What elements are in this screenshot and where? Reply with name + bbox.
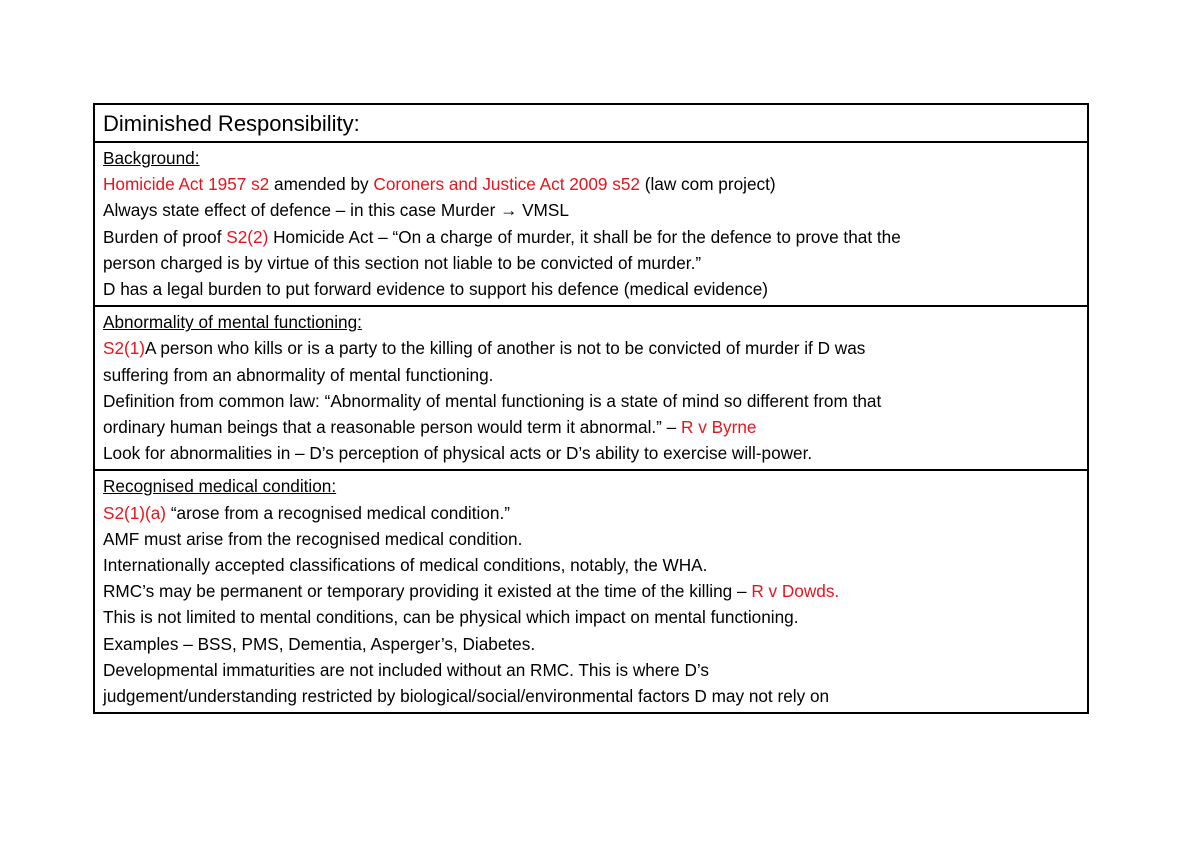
- citation-homicide-act: Homicide Act 1957 s2: [103, 174, 270, 195]
- medical-line-2: AMF must arise from the recognised medical condition.: [103, 528, 523, 549]
- medical-section: [94, 470, 1088, 713]
- background-line-5: D has a legal burden to put forward evidence to support his defence (medical evidence): [103, 279, 768, 300]
- medical-line-1: S2(1)(a) “arose from a recognised medical condition.”: [103, 502, 510, 523]
- case-r-v-byrne: R v Byrne: [681, 417, 757, 438]
- medical-line-8: judgement/understanding restricted by biological/social/environmental factors D may not rely on: [103, 686, 830, 707]
- medical-line-3: Internationally accepted classifications of medical conditions, notably, the WHA.: [103, 555, 708, 576]
- medical-line-5: This is not limited to mental conditions, can be physical which impact on mental functioning.: [103, 607, 799, 628]
- abnormality-heading: Abnormality of mental functioning:: [103, 312, 362, 333]
- medical-heading: Recognised medical condition:: [103, 476, 337, 497]
- background-line-1: Homicide Act 1957 s2 amended by Coroners and Justice Act 2009 s52 (law com project): [103, 174, 776, 195]
- background-line-3: Burden of proof S2(2) Homicide Act – “On a charge of murder, it shall be for the defence to prove that the: [103, 226, 901, 247]
- document-title: Diminished Responsibility:: [103, 111, 360, 136]
- background-line-4: person charged is by virtue of this section not liable to be convicted of murder.”: [103, 252, 702, 273]
- background-heading: Background:: [103, 148, 200, 168]
- abnormality-section: [94, 306, 1088, 470]
- citation-s2-2: S2(2): [226, 226, 269, 247]
- citation-s2-1: S2(1): [103, 338, 146, 359]
- background-row: [94, 142, 1088, 306]
- background-line-2: Always state effect of defence – in this case Murder → VMSL: [103, 200, 569, 221]
- notes-table: [93, 103, 1089, 714]
- citation-s2-1-a: S2(1)(a): [103, 502, 167, 523]
- abnormality-line-1: S2(1)A person who kills or is a party to the killing of another is not to be convicted of murder if D was: [103, 338, 866, 359]
- citation-coroners-act: Coroners and Justice Act 2009 s52: [373, 174, 640, 195]
- abnormality-row: [94, 306, 1088, 470]
- abnormality-line-5: Look for abnormalities in – D’s perception of physical acts or D’s ability to exercise will-power.: [103, 443, 813, 464]
- background-section: [94, 142, 1088, 306]
- right-arrow-icon: →: [500, 200, 518, 221]
- title-row: [94, 104, 1088, 142]
- medical-line-6: Examples – BSS, PMS, Dementia, Asperger’s, Diabetes.: [103, 633, 536, 654]
- medical-line-4: RMC’s may be permanent or temporary providing it existed at the time of the killing – R v Dowds.: [103, 581, 840, 602]
- medical-row: [94, 470, 1088, 713]
- case-r-v-dowds: R v Dowds.: [751, 581, 840, 602]
- title-cell: [94, 104, 1088, 142]
- abnormality-line-4: ordinary human beings that a reasonable person would term it abnormal.” – R v Byrne: [103, 417, 757, 438]
- abnormality-line-2: suffering from an abnormality of mental functioning.: [103, 364, 494, 385]
- abnormality-line-3: Definition from common law: “Abnormality of mental functioning is a state of mind so different from that: [103, 390, 882, 411]
- medical-line-7: Developmental immaturities are not included without an RMC. This is where D’s: [103, 659, 709, 680]
